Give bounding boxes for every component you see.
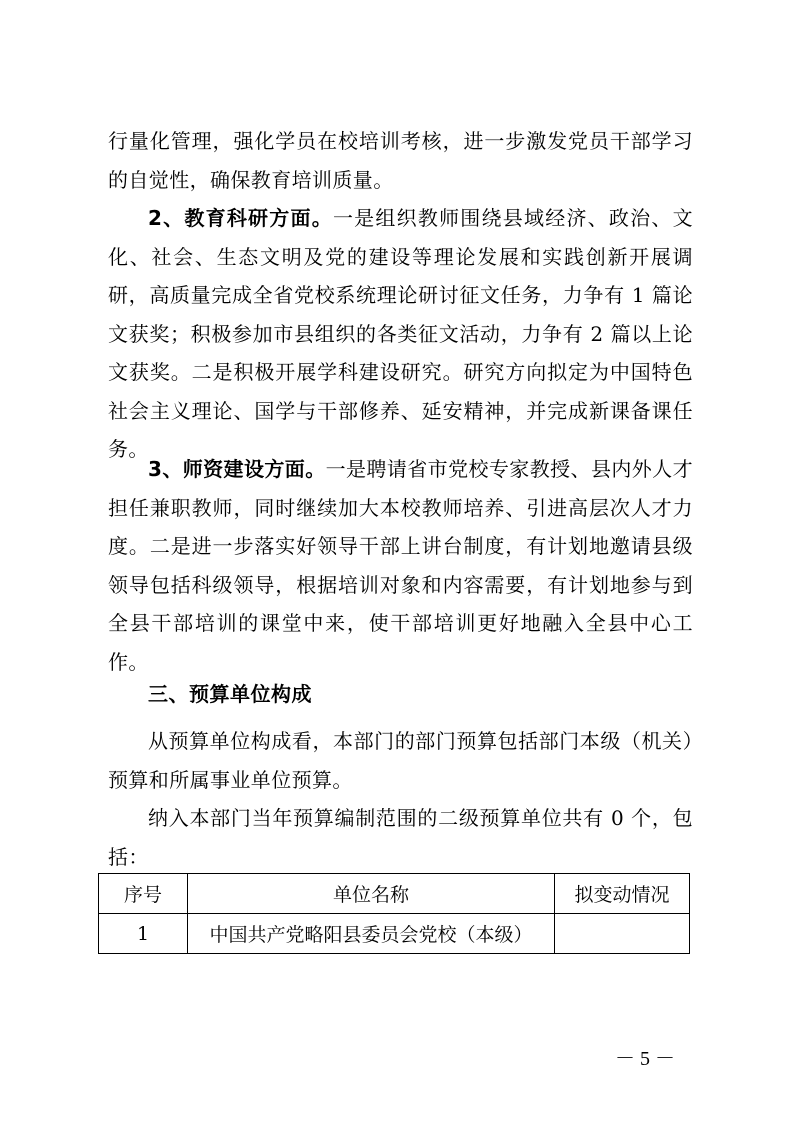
paragraph-training-quality: 行量化管理，强化学员在校培训考核，进一步激发党员干部学习的自觉性，确保教育培训质量。 (108, 129, 693, 192)
table-header-row (99, 874, 690, 914)
table-row (99, 914, 690, 954)
paragraph-secondary-units: 纳入本部门当年预算编制范围的二级预算单位共有 0 个，包括： (108, 806, 693, 869)
header-change: 拟变动情况 (555, 874, 690, 914)
cell-seq: 1 (99, 914, 188, 954)
section-heading-budget-units: 三、预算单位构成 (148, 682, 312, 706)
cell-change (555, 914, 690, 954)
budget-units-table (98, 873, 690, 954)
research-body: 一是组织教师围绕县域经济、政治、文化、社会、生态文明及党的建设等理论发展和实践创新开展调研，高质量完成全省党校系统理论研讨征文任务，力争有 1 篇论文获奖；积极参加市县组织的各类征文活动，力争有 2 篇以上论文获奖。二是积极开展学科建设研究。研究方向拟定为中国特色社会主义理论、国学与干部修养、延安精神，并完成新课备课任务。 (108, 206, 693, 461)
paragraph-research (108, 199, 693, 469)
cell-unit-name: 中国共产党略阳县委员会党校（本级） (188, 914, 555, 954)
paragraph-faculty (108, 450, 693, 681)
faculty-body: 一是聘请省市党校专家教授、县内外人才担任兼职教师，同时继续加大本校教师培养、引进高层次人才力度。二是进一步落实好领导干部上讲台制度，有计划地邀请县级领导包括科级领导，根据培训对象和内容需要，有计划地参与到全县干部培训的课堂中来，使干部培训更好地融入全县中心工作。 (108, 457, 693, 674)
paragraph-budget-composition: 从预算单位构成看，本部门的部门预算包括部门本级（机关）预算和所属事业单位预算。 (108, 729, 693, 792)
page-number: － 5 － (615, 1048, 675, 1070)
header-unit-name: 单位名称 (188, 874, 555, 914)
faculty-subheading: 3、师资建设方面。 (148, 457, 326, 481)
header-seq: 序号 (99, 874, 188, 914)
research-subheading: 2、教育科研方面。 (148, 206, 333, 230)
